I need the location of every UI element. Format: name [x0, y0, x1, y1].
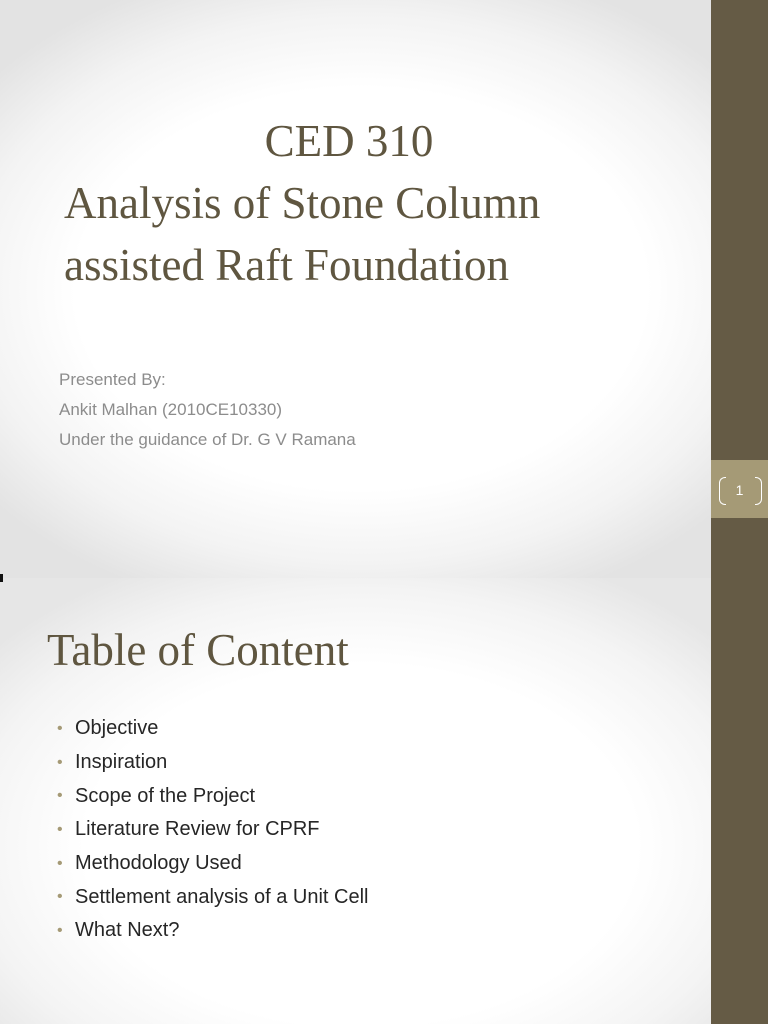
list-item-text: Scope of the Project	[75, 784, 256, 807]
list-item-text: Literature Review for CPRF	[75, 818, 320, 841]
bullet-icon: •	[57, 888, 63, 906]
slide-corner-mark	[0, 578, 3, 582]
bullet-icon: •	[57, 854, 63, 872]
bullet-icon: •	[57, 719, 63, 737]
list-item-text: Inspiration	[75, 751, 168, 774]
list-item	[57, 880, 368, 914]
guidance-line: Under the guidance of Dr. G V Ramana	[59, 430, 356, 449]
course-code: CED 310	[264, 116, 434, 166]
list-item-text: Methodology Used	[75, 852, 242, 875]
page-number-badge	[711, 460, 768, 518]
title-line: assisted Raft Foundation	[64, 240, 509, 290]
title-line: Analysis of Stone Column	[64, 178, 541, 228]
list-item-text: What Next?	[75, 919, 180, 942]
list-item	[57, 779, 368, 813]
bullet-icon: •	[57, 753, 63, 771]
list-item	[57, 914, 368, 948]
right-bracket-icon	[755, 477, 762, 505]
list-item-text: Objective	[75, 717, 159, 740]
slide-title	[64, 110, 684, 296]
list-item	[57, 712, 368, 746]
list-item	[57, 813, 368, 847]
toc-heading: Table of Content	[47, 625, 349, 675]
presenter-name: Ankit Malhan (2010CE10330)	[59, 400, 283, 419]
slide-2	[0, 578, 768, 1024]
bullet-icon: •	[57, 921, 63, 939]
bullet-icon: •	[57, 820, 63, 838]
list-item	[57, 746, 368, 780]
list-item-text: Settlement analysis of a Unit Cell	[75, 885, 369, 908]
slide-subtitle	[59, 365, 356, 455]
page-number: 1	[735, 482, 744, 498]
bullet-icon: •	[57, 787, 63, 805]
slide-side-bar	[711, 578, 768, 1024]
list-item	[57, 847, 368, 881]
presented-by-label: Presented By:	[59, 370, 166, 389]
toc-list	[57, 712, 368, 948]
